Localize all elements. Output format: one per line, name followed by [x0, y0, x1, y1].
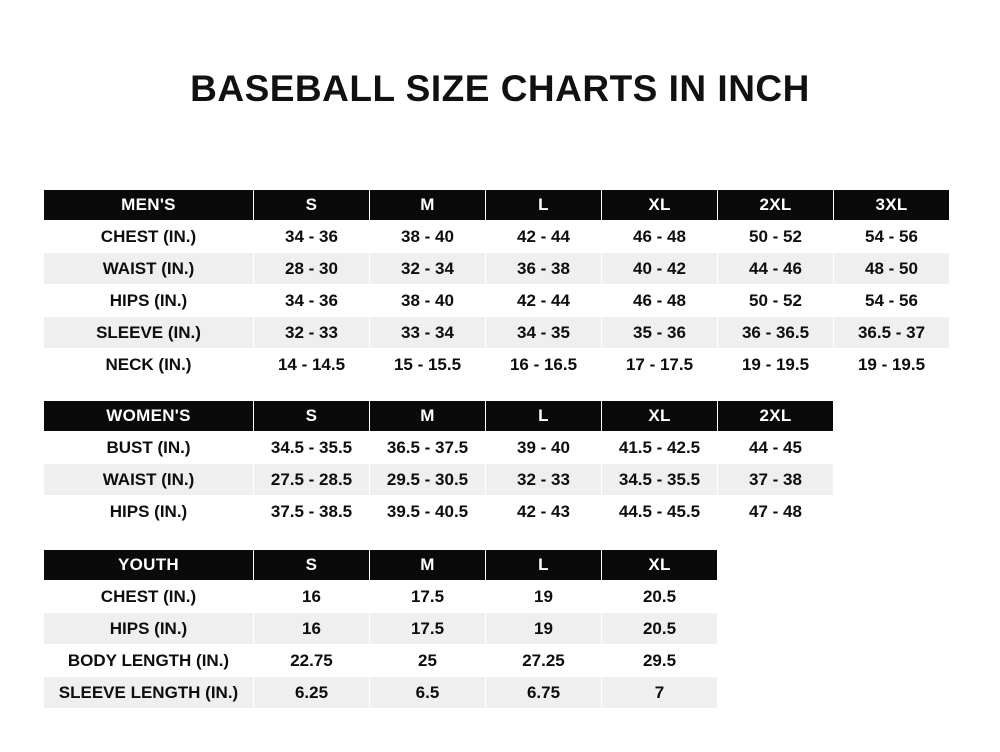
table-cell: 44.5 - 45.5: [602, 496, 718, 528]
table-cell: 29.5: [602, 645, 718, 677]
table-cell: 47 - 48: [718, 496, 834, 528]
table-cell: 16: [254, 581, 370, 613]
table-cell: 36.5 - 37.5: [370, 432, 486, 464]
table-cell: 42 - 44: [486, 221, 602, 253]
table-cell: 25: [370, 645, 486, 677]
mens-header-xl: XL: [602, 190, 718, 221]
table-cell: 36.5 - 37: [834, 317, 950, 349]
row-label: CHEST (IN.): [44, 581, 254, 613]
table-cell: 48 - 50: [834, 253, 950, 285]
table-cell: 29.5 - 30.5: [370, 464, 486, 496]
table-cell: 6.75: [486, 677, 602, 709]
table-cell: 41.5 - 42.5: [602, 432, 718, 464]
table-cell: 32 - 33: [254, 317, 370, 349]
womens-table-body: [44, 432, 834, 528]
table-row: [44, 464, 834, 496]
youth-header-m: M: [370, 550, 486, 581]
table-header-row: [44, 190, 950, 221]
youth-header-xl: XL: [602, 550, 718, 581]
table-cell: 17.5: [370, 581, 486, 613]
table-cell: 42 - 44: [486, 285, 602, 317]
table-cell: 39 - 40: [486, 432, 602, 464]
row-label: HIPS (IN.): [44, 496, 254, 528]
table-cell: 19: [486, 581, 602, 613]
mens-header-m: M: [370, 190, 486, 221]
table-cell: 34 - 35: [486, 317, 602, 349]
womens-header-l: L: [486, 401, 602, 432]
table-cell: 16 - 16.5: [486, 349, 602, 381]
row-label: BUST (IN.): [44, 432, 254, 464]
womens-size-table: [43, 400, 834, 528]
table-cell: 42 - 43: [486, 496, 602, 528]
table-header-row: [44, 401, 834, 432]
table-row: [44, 645, 718, 677]
table-cell: 17.5: [370, 613, 486, 645]
table-row: [44, 581, 718, 613]
table-cell: 20.5: [602, 613, 718, 645]
table-cell: 22.75: [254, 645, 370, 677]
table-cell: 19 - 19.5: [834, 349, 950, 381]
table-cell: 28 - 30: [254, 253, 370, 285]
womens-header-category: WOMEN'S: [44, 401, 254, 432]
table-row: [44, 221, 950, 253]
mens-header-l: L: [486, 190, 602, 221]
table-cell: 19: [486, 613, 602, 645]
table-row: [44, 253, 950, 285]
table-cell: 17 - 17.5: [602, 349, 718, 381]
table-cell: 34.5 - 35.5: [254, 432, 370, 464]
mens-table-header: [44, 190, 950, 221]
table-cell: 16: [254, 613, 370, 645]
table-cell: 54 - 56: [834, 285, 950, 317]
youth-header-l: L: [486, 550, 602, 581]
womens-header-m: M: [370, 401, 486, 432]
table-row: [44, 285, 950, 317]
table-row: [44, 432, 834, 464]
row-label: BODY LENGTH (IN.): [44, 645, 254, 677]
womens-table-header: [44, 401, 834, 432]
table-cell: 36 - 36.5: [718, 317, 834, 349]
table-cell: 34 - 36: [254, 221, 370, 253]
table-cell: 50 - 52: [718, 285, 834, 317]
table-cell: 27.25: [486, 645, 602, 677]
table-cell: 46 - 48: [602, 221, 718, 253]
mens-table-body: [44, 221, 950, 381]
table-cell: 6.5: [370, 677, 486, 709]
table-row: [44, 317, 950, 349]
table-cell: 35 - 36: [602, 317, 718, 349]
table-cell: 38 - 40: [370, 285, 486, 317]
table-cell: 20.5: [602, 581, 718, 613]
mens-header-3xl: 3XL: [834, 190, 950, 221]
youth-header-category: YOUTH: [44, 550, 254, 581]
youth-table-header: [44, 550, 718, 581]
row-label: SLEEVE (IN.): [44, 317, 254, 349]
mens-size-table: [43, 189, 950, 381]
row-label: HIPS (IN.): [44, 285, 254, 317]
row-label: NECK (IN.): [44, 349, 254, 381]
table-cell: 15 - 15.5: [370, 349, 486, 381]
row-label: SLEEVE LENGTH (IN.): [44, 677, 254, 709]
table-cell: 34 - 36: [254, 285, 370, 317]
table-cell: 39.5 - 40.5: [370, 496, 486, 528]
table-cell: 36 - 38: [486, 253, 602, 285]
table-cell: 14 - 14.5: [254, 349, 370, 381]
table-cell: 46 - 48: [602, 285, 718, 317]
table-cell: 38 - 40: [370, 221, 486, 253]
table-header-row: [44, 550, 718, 581]
table-row: [44, 677, 718, 709]
table-cell: 50 - 52: [718, 221, 834, 253]
table-cell: 32 - 33: [486, 464, 602, 496]
table-cell: 33 - 34: [370, 317, 486, 349]
row-label: WAIST (IN.): [44, 253, 254, 285]
womens-header-xl: XL: [602, 401, 718, 432]
table-cell: 44 - 45: [718, 432, 834, 464]
table-row: [44, 496, 834, 528]
table-row: [44, 613, 718, 645]
table-cell: 37 - 38: [718, 464, 834, 496]
table-cell: 19 - 19.5: [718, 349, 834, 381]
table-cell: 37.5 - 38.5: [254, 496, 370, 528]
row-label: CHEST (IN.): [44, 221, 254, 253]
mens-header-2xl: 2XL: [718, 190, 834, 221]
youth-header-s: S: [254, 550, 370, 581]
mens-header-category: MEN'S: [44, 190, 254, 221]
womens-header-s: S: [254, 401, 370, 432]
table-cell: 27.5 - 28.5: [254, 464, 370, 496]
womens-header-2xl: 2XL: [718, 401, 834, 432]
table-row: [44, 349, 950, 381]
table-cell: 44 - 46: [718, 253, 834, 285]
table-cell: 34.5 - 35.5: [602, 464, 718, 496]
table-cell: 54 - 56: [834, 221, 950, 253]
table-cell: 7: [602, 677, 718, 709]
row-label: WAIST (IN.): [44, 464, 254, 496]
table-cell: 6.25: [254, 677, 370, 709]
youth-size-table: [43, 549, 718, 709]
table-cell: 40 - 42: [602, 253, 718, 285]
table-cell: 32 - 34: [370, 253, 486, 285]
row-label: HIPS (IN.): [44, 613, 254, 645]
youth-table-body: [44, 581, 718, 709]
page-title: BASEBALL SIZE CHARTS IN INCH: [190, 68, 810, 109]
mens-header-s: S: [254, 190, 370, 221]
